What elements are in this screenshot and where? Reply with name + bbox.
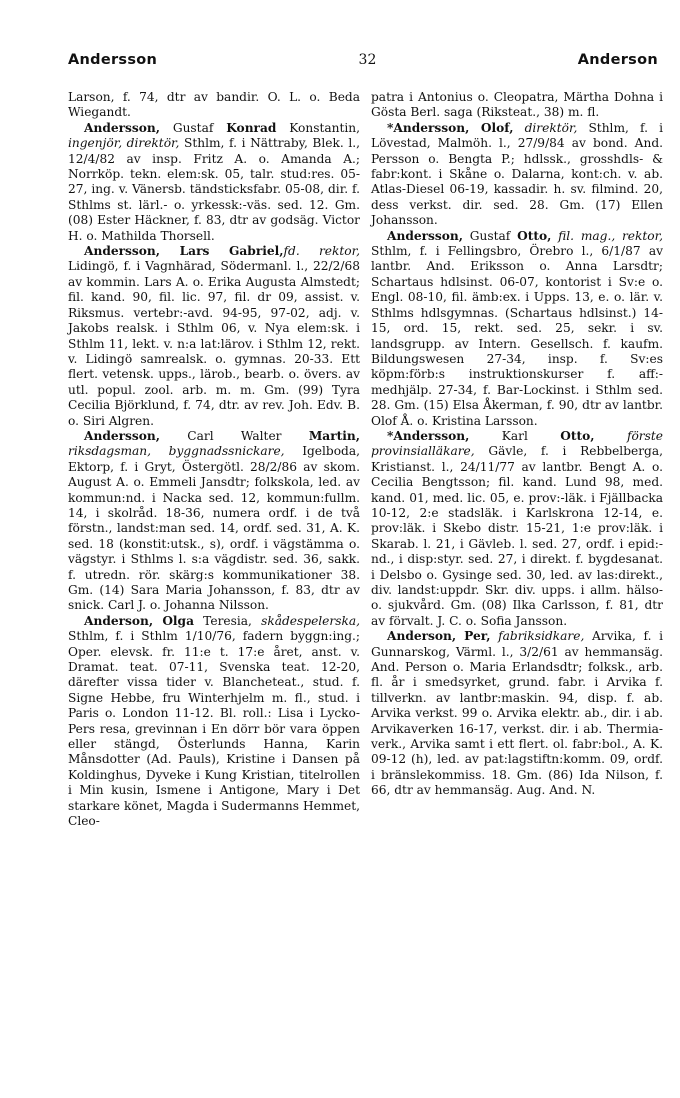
- continuation-text: Larson, f. 74, dtr av bandir. O. L. o. Beda Wiegandt.: [68, 90, 360, 120]
- entry-headword: Anderson,: [84, 613, 154, 628]
- entry-title: ingenjör, direktör,: [68, 136, 180, 151]
- entry-body: Lidingö, f. i Vagnhärad, Södermanl. l., 22/2/68 av kommin. Lars A. o. Erika Augusta Almstedt; fil. kand. 90, fil. lic. 97, fil. dr 09, assist. v. Riksmus. vertebr:-avd. 94-95, 97-02, adj. v. Jakobs realsk. i Sthlm 06, v. Nya elem:sk. i Sthlm 11, lekt. v. n:a lat:lärov. i Sthlm 12, rekt. v. Lidingö samrealsk. o. gymnas. 20-33. Ett flert. vetensk. upps., lärob., bearb. o. övers. av utl. popul. zool. arb. m. m. Gm. (99) Tyra Cecilia Björklund, f. 74, dtr. av rev. Joh. Edv. B. o. Siri Algren.: [68, 259, 360, 428]
- entry-headword: Anderson, Per,: [387, 629, 491, 644]
- entry-callname: Konrad: [226, 120, 277, 135]
- biography-entry: [371, 121, 663, 229]
- left-column: [68, 90, 360, 830]
- entry-given-names: Gustaf: [462, 228, 518, 243]
- entry-body: Sthlm, f. i Sthlm 1/10/76, fadern byggn:ing.; Oper. elevsk. fr. 11:e t. 17:e året, anst. v. Dramat. teat. 07-11, Svenska teat. 12-20, därefter vissa tider v. Blancheteat., stud. f. Signe Hebbe, fru Winterhjelm m. fl., stud. i Paris o. London 11-12. Bl. roll.: Lisa i Lycko-Pers resa, grevinnan i En dörr bör vara öppen eller stängd, Österlunds Hanna, Karin Månsdotter (Ad. Pauls), Kristine i Dansen på Koldinghus, Dyveke i Kung Kristian, titelrollen i Min kusin, Ismene i Antigone, Mary i Det starkare könet, Magda i Sudermanns Hemmet, Cleo-: [68, 629, 360, 829]
- biography-entry: [371, 429, 663, 629]
- entry-given-names: Konstantin,: [276, 120, 361, 135]
- entry-callname: Olga: [162, 613, 194, 628]
- entry-body: Gävle, f. i Rebbelberga, Kristianst. l., 24/11/77 av lantbr. Bengt A. o. Cecilia Bengtsson; fil. kand. Lund 98, med. kand. 01, med. lic. 05, e. prov:-läk. i Fjällbacka 10-12, 2:e stadsläk. i Karlskrona 12-14, e. prov:läk. i Skebo distr. 15-21, 1:e prov:läk. i Skarab. l. 21, i Gävleb. l. sed. 27, ordf. i epid:-nd., i disp:styr. sed. 27, i direkt. f. bygdesanat. i Delsbo o. Gysinge sed. 30, led. av las:direkt., div. landst:uppdr. Skr. div. upps. i allm. hälso- o. sjukvård. Gm. (08) Ilka Carlsson, f. 81, dtr av förvalt. J. C. o. Sofia Jansson.: [371, 444, 663, 628]
- entry-title: direktör,: [524, 120, 578, 135]
- entry-callname: Otto,: [517, 228, 552, 243]
- entry-given-names: [153, 614, 162, 628]
- entry-given-names: Gustaf: [159, 120, 227, 135]
- biography-entry: [68, 614, 360, 830]
- entry-given-names: [513, 121, 524, 135]
- entry-headword: Andersson,: [387, 228, 463, 243]
- entry-given-names: [490, 629, 498, 643]
- running-head-right: Anderson: [577, 52, 658, 68]
- entry-body: Arvika, f. i Gunnarskog, Värml. l., 3/2/61 av hemmansäg. And. Person o. Maria Erlandsdtr; folksk., arb. fl. år i smedsyrket, grund. fabr. i Arvika f. tillverkn. av lantbr:maskin. 94, disp. f. ab. Arvika verkst. 99 o. Arvika elektr. ab., dir. i ab. Arvikaverken 16-17, verkst. dir. i ab. Thermia-verk., Arvika samt i ett flert. ol. fabr:bol., A. K. 09-12 (h), led. av pat:lagstiftn:komm. 09, ordf. i bränslekommiss. 18. Gm. (86) Ida Nilson, f. 66, dtr av hemmansäg. Aug. And. N.: [371, 629, 664, 798]
- entry-headword: *Andersson, Olof,: [387, 120, 514, 135]
- biography-entry: [371, 629, 663, 798]
- entry-callname: Otto,: [560, 428, 595, 443]
- entry-callname: Martin,: [308, 428, 360, 443]
- page-number: 32: [358, 52, 377, 68]
- biography-entry: [68, 429, 360, 614]
- entry-headword: Andersson,: [84, 120, 160, 135]
- entry-headword: Andersson, Lars Gabriel,: [84, 244, 284, 259]
- biography-entry: [371, 229, 663, 429]
- entry-given-names: Karl: [469, 428, 561, 443]
- entry-title: fil. mag., rektor,: [558, 228, 663, 243]
- page-header: [68, 52, 658, 78]
- entry-title: fd. rektor,: [283, 244, 360, 259]
- right-column: [371, 90, 663, 799]
- entry-body: Sthlm, f. i Lövestad, Malmöh. l., 27/9/84 av bond. And. Persson o. Bengta P.; hdlssk., grosshdls- & fabr:kont. i Skåne o. Dalarna, kont:ch. v. ab. Atlas-Diesel 06-19, kassadir. h. sv. filmind. 20, dess verkst. dir. sed. 28. Gm. (17) Ellen Johansson.: [371, 120, 663, 228]
- continuation-text: patra i Antonius o. Cleopatra, Märtha Dohna i Gösta Berl. saga (Riksteat., 38) m. fl.: [371, 90, 663, 120]
- entry-headword: *Andersson,: [387, 428, 470, 443]
- entry-title: skådespelerska,: [261, 613, 360, 628]
- entry-headword: Andersson,: [84, 428, 160, 443]
- entry-body: Sthlm, f. i Fellingsbro, Örebro l., 6/1/87 av lantbr. And. Eriksson o. Anna Larsdtr; Schartaus hdlsinst. 06-07, kontorist i Sv:e o. Engl. 08-10, fil. ämb:ex. i Upps. 13, e. o. lär. v. Sthlms hdlsgymnas. (Schartaus hdlsinst.) 14-15, ord. 15, rekt. sed. 25, sekr. i sv. landsgrupp. av Intern. Gesellsch. f. kaufm. Bildungswesen 27-34, insp. f. Sv:es köpm:förb:s instruktionskurser f. aff:-medhjälp. 27-34, f. Bar-Lockinst. i Sthlm sed. 28. Gm. (15) Elsa Åkerman, f. 90, dtr av lantbr. Olof Å. o. Kristina Larsson.: [371, 244, 663, 428]
- entry-title: fabriksidkare,: [498, 629, 585, 644]
- entry-given-names: Carl Walter: [159, 428, 309, 443]
- biography-entry: [68, 121, 360, 244]
- entry-title: förste provinsialläkare,: [371, 428, 663, 459]
- entry-given-names: Teresia,: [193, 613, 262, 628]
- biography-entry: [68, 244, 360, 429]
- entry-body: Igelboda, Ektorp, f. i Gryt, Östergötl. 28/2/86 av skom. August A. o. Emmeli Jansdtr; folkskola, led. av kommun:nd. i Nacka sed. 12, kommun:fullm. 14, i skolråd. 18-36, numera ordf. i de två förstn., landst:man sed. 14, ordf. sed. 31, A. K. sed. 18 (konstit:utsk., s), ordf. i vägstämma o. vägstyr. i Sthlms l. s:a vägdistr. sed. 36, sakk. f. utredn. rör. skärg:s kommunikationer 38. Gm. (14) Sara Maria Johansson, f. 83, dtr av snick. Carl J. o. Johanna Nilsson.: [68, 444, 361, 613]
- entry-title: riksdagsman, byggnadssnickare,: [68, 444, 285, 459]
- entry-body: Sthlm, f. i Nättraby, Blek. l., 12/4/82 av insp. Fritz A. o. Amanda A.; Norrköp. tekn. elem:sk. 05, talr. stud:res. 05-27, ing. v. Vänersb. tändsticksfabr. 05-08, dir. f. Sthlms st. lärl.- o. yrkessk:-väs. sed. 12. Gm. (08) Ester Häckner, f. 83, dtr av godsäg. Victor H. o. Mathilda Thorsell.: [68, 136, 360, 243]
- running-head-left: Andersson: [68, 52, 158, 68]
- entry-given-names: [595, 429, 627, 443]
